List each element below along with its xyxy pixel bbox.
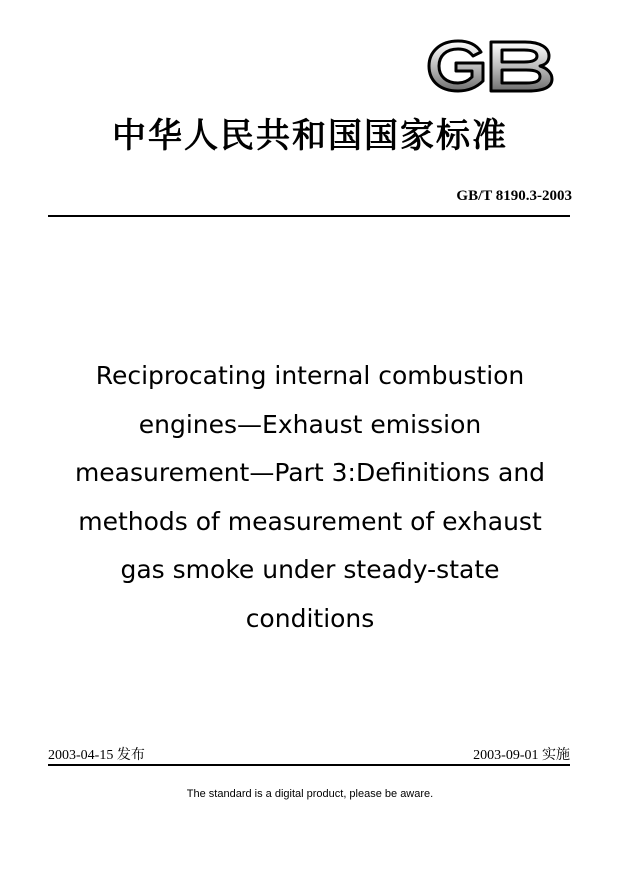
issuing-agency-title: 中华人民共和国国家标准 [112, 116, 508, 156]
dates-row [48, 744, 570, 764]
footer-divider [48, 764, 570, 766]
gb-logo [425, 38, 555, 94]
issue-date: 2003-04-15 发布 [48, 748, 145, 763]
title-line-4: methods of measurement of exhaust [78, 506, 542, 536]
header-divider [48, 215, 570, 217]
title-line-6: conditions [245, 603, 375, 633]
title-line-5: gas smoke under steady-state [120, 555, 500, 584]
implementation-date: 2003-09-01 实施 [473, 748, 570, 763]
document-title [60, 352, 560, 643]
standard-number: GB/T 8190.3-2003 [456, 188, 572, 204]
title-line-2: engines—Exhaust emission [138, 409, 482, 439]
title-line-1: Reciprocating internal combustion [95, 361, 525, 390]
gb-logo-icon [425, 38, 555, 94]
title-line-3: measurement—Part 3:Definitions and [74, 458, 546, 487]
digital-product-notice: The standard is a digital product, please be aware. [186, 788, 434, 800]
